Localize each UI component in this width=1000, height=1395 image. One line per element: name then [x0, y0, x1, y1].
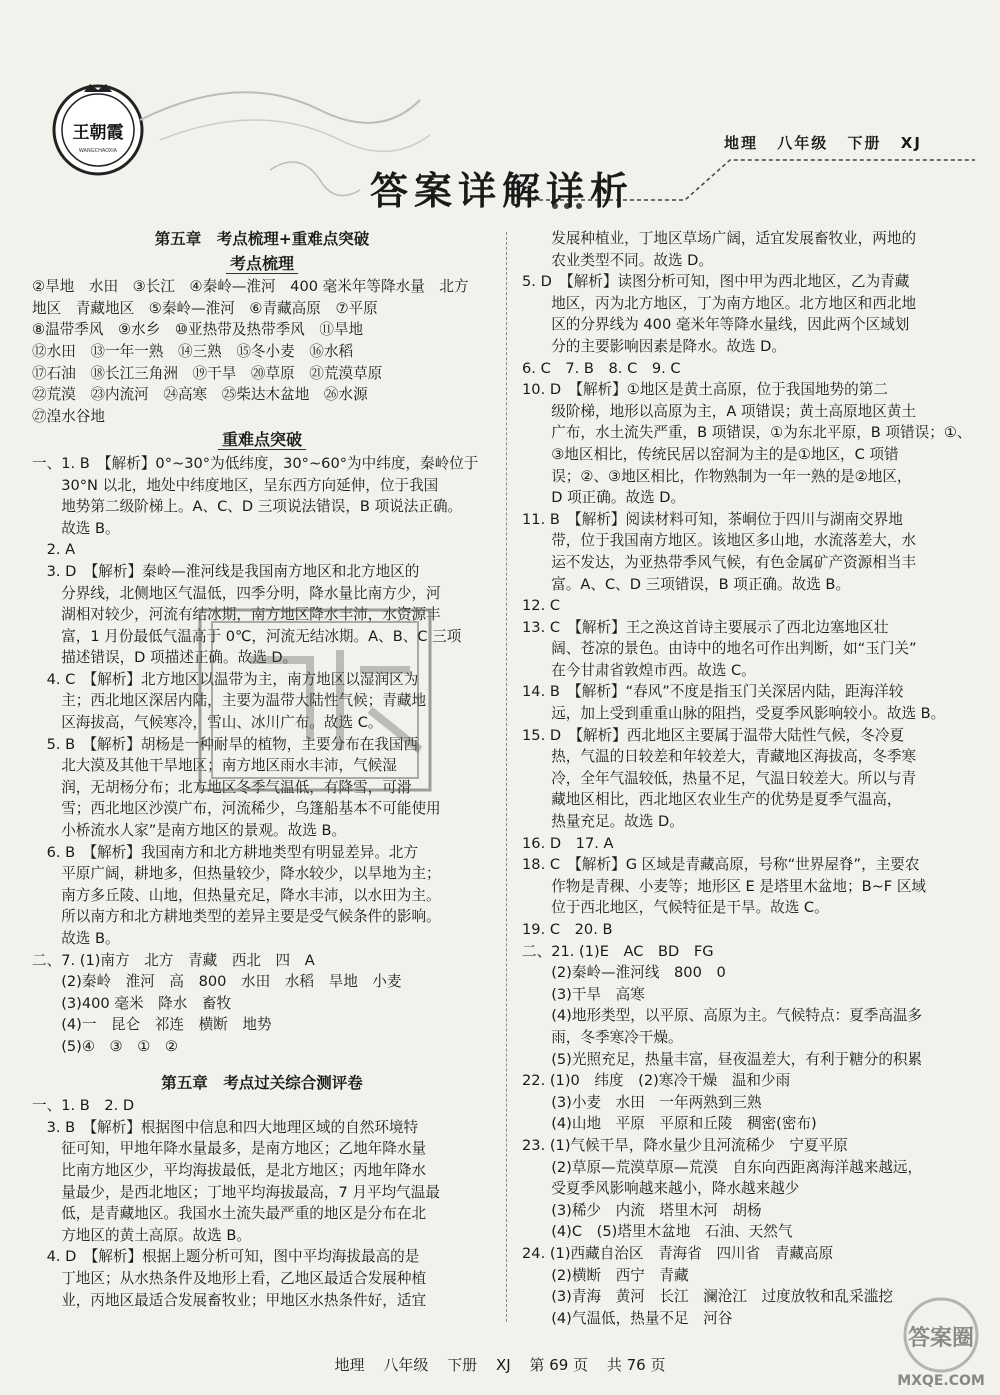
answer-line: 3. B 【解析】根据图中信息和四大地理区域的自然环境特 [32, 1118, 419, 1136]
answer-line: 业，丙地区最适合发展畜牧业；甲地区水热条件好，适宜 [32, 1291, 427, 1309]
answer-line: 24. (1)西藏自治区 青海省 四川省 青藏高原 [522, 1244, 834, 1262]
footer-subject: 地理 [334, 1356, 365, 1374]
svg-text:WANGCHAOXIA: WANGCHAOXIA [78, 148, 118, 154]
answer-line: 受夏季风影响越来越小，降水越来越少 [522, 1180, 800, 1198]
answer-line: 故选 B。 [32, 519, 120, 537]
answer-line: 热量充足。故选 D。 [522, 813, 684, 831]
answer-line: 发展种植业，丁地区草场广阔，适宜发展畜牧业，两地的 [522, 230, 917, 247]
answer-line: 低，是青藏地区。我国水土流失最严重的地区是分布在北 [32, 1205, 427, 1223]
answer-line: 比南方地区少，平均海拔最低，是北方地区；丙地年降水 [32, 1161, 427, 1179]
answer-line: (4)山地 平原 平原和丘陵 稠密(密布) [522, 1115, 817, 1133]
answer-line: 地势第二级阶梯上。A、C、D 三项说法错误，B 项说法正确。 [32, 498, 463, 516]
answer-line: (5)④ ③ ① ② [32, 1037, 178, 1055]
answer-line: 16. D 17. A [522, 834, 614, 852]
answer-line: (2)横断 西宁 青藏 [522, 1266, 689, 1284]
section-subheading-text: 考点梳理 [226, 254, 298, 274]
answer-line: 在今甘肃省敦煌市西。故选 C。 [522, 661, 756, 679]
watermark-emblem [886, 1295, 996, 1391]
answer-line: 4. D 【解析】根据上题分析可知，图中平均海拔最高的是 [32, 1248, 420, 1266]
answer-line: ⑰石油 ⑱长江三角洲 ⑲干旱 ⑳草原 ㉑荒漠草原 [32, 364, 383, 382]
site-watermark [886, 1295, 996, 1391]
answer-line: 地区，丙为北方地区，丁为南方地区。北方地区和西北地 [522, 294, 917, 312]
answer-line: D 项正确。故选 D。 [522, 489, 686, 507]
answer-line: 描述错误，D 项描述正确。故选 D。 [32, 649, 298, 667]
answer-line: 雨，冬季寒冷干燥。 [522, 1028, 683, 1046]
answer-line: 19. C 20. B [522, 921, 613, 938]
footer-grade: 八年级 [383, 1356, 429, 1374]
answer-line: 分界线，北侧地区气温低，四季分明，降水量比南方少，河 [32, 584, 441, 602]
answer-line: 南方多丘陵、山地，但热量充足，降水丰沛，以水田为主。 [32, 886, 441, 904]
answer-line: 富，1 月份最低气温高于 0℃，河流无结冰期。A、B、C 三项 [32, 627, 462, 645]
answer-line: 作物是青稞、小麦等；地形区 E 是塔里木盆地；B~F 区域 [522, 877, 927, 895]
section-subheading [32, 429, 492, 451]
footer-volume: 下册 [447, 1356, 478, 1374]
watermark-site: MXQE.COM [897, 1373, 985, 1389]
answer-line: (2)草原—荒漠草原—荒漠 自东向西距离海洋越来越远， [522, 1158, 923, 1176]
answer-line: 区的分界线为 400 毫米年等降水量线，因此两个区域划 [522, 316, 910, 334]
answer-line: (3)小麦 水田 一年两熟到三熟 [522, 1093, 762, 1111]
answer-line: 误；②、③地区相比，作物熟制为一年一熟的是②地区， [522, 467, 912, 485]
answer-line: 二、21. (1)E AC BD FG [522, 942, 714, 960]
answer-line: 2. A [32, 541, 76, 559]
answer-line: 藏地区相比，西北地区农业生产的优势是夏季气温高， [522, 791, 902, 809]
header-volume: 下册 [847, 134, 882, 152]
footer-edition: XJ [495, 1356, 511, 1374]
stamp-overlay [190, 600, 440, 800]
answer-line: 3. D 【解析】秦岭—淮河线是我国南方地区和北方地区的 [32, 562, 420, 580]
right-column [522, 228, 970, 1329]
answer-line: 5. B 【解析】胡杨是一种耐旱的植物，主要分布在我国西 [32, 735, 419, 753]
answer-line: 分的主要影响因素是降水。故选 D。 [522, 337, 786, 355]
answer-line: 位于西北地区，气候特征是干旱。故选 C。 [522, 899, 829, 917]
answer-line: 15. D 【解析】西北地区主要属于温带大陆性气候，冬冷夏 [522, 726, 905, 744]
answer-line: 广布，水土流失严重，B 项错误，①为东北平原，B 项错误；①、 [522, 424, 972, 442]
answer-line: ⑧温带季风 ⑨水乡 ⑩亚热带及热带季风 ⑪旱地 [32, 321, 364, 339]
answer-line: 30°N 以北，地处中纬度地区，呈东西方向延伸，位于我国 [32, 476, 439, 494]
page-footer [0, 1354, 1000, 1375]
answer-line: 北大漠及其他干旱地区；南方地区雨水丰沛，气候湿 [32, 757, 397, 775]
answer-line: (3)干旱 高寒 [522, 985, 645, 1003]
answer-line: (4)C (5)塔里木盆地 石油、天然气 [522, 1223, 793, 1241]
answer-line: ㉗湟水谷地 [32, 407, 105, 425]
answer-line: 小桥流水人家”是南方地区的景观。故选 B。 [32, 822, 347, 840]
answer-line: 阔、苍凉的景色。由诗中的地名可作出判断，如“玉门关” [522, 640, 917, 658]
answer-line: 量最少，是西北地区；丁地平均海拔最高，7 月平均气温最 [32, 1183, 440, 1201]
answer-line: 一、1. B 2. D [32, 1097, 135, 1115]
answer-line: 12. C [522, 597, 561, 615]
answer-line: ③地区相比，传统民居以窑洞为主的是①地区，C 项错 [522, 445, 899, 463]
answer-line: 14. B 【解析】“春风”不度是指玉门关深居内陆，距海洋较 [522, 683, 904, 701]
answer-line: 22. (1)0 纬度 (2)寒冷干燥 温和少雨 [522, 1072, 791, 1090]
answer-line: 地区 青藏地区 ⑤秦岭—淮河 ⑥青藏高原 ⑦平原 [32, 299, 378, 317]
answer-line: 平原广阔，耕地多，但热量较少，降水较少，以旱地为主； [32, 865, 441, 883]
section-subheading-text: 重难点突破 [218, 430, 306, 450]
answer-line: 一、1. B 【解析】0°~30°为低纬度，30°~60°为中纬度，秦岭位于 [32, 454, 479, 472]
answer-line: 富。A、C、D 三项错误，B 项正确。故选 B。 [522, 575, 851, 593]
answer-line: 6. C 7. B 8. C 9. C [522, 359, 681, 377]
svg-text:王朝霞: 王朝霞 [72, 123, 124, 143]
answer-line: 农业类型不同。故选 D。 [522, 251, 714, 269]
answer-line: (4)地形类型，以平原、高原为主。气候特点：夏季高温多 [522, 1007, 923, 1025]
header-grade: 八年级 [777, 134, 829, 152]
answer-line: 远，加上受到重重山脉的阻挡，受夏季风影响较小。故选 B。 [522, 705, 946, 723]
answer-line: 丁地区；从水热条件及地形上看，乙地区最适合发展种植 [32, 1269, 427, 1287]
answer-line: 热，气温的日较差和年较差大，青藏地区海拔高，冬季寒 [522, 748, 917, 766]
answer-line: ⑫水田 ⑬一年一熟 ⑭三熟 ⑮冬小麦 ⑯水稻 [32, 342, 354, 360]
watermark-text: 答案圈 [907, 1326, 975, 1351]
column-divider [506, 232, 507, 1322]
answer-line: 二、7. (1)南方 北方 青藏 西北 四 A [32, 951, 315, 969]
answer-line: 冷，全年气温较低，热量不足，气温日较差大。所以与青 [522, 769, 917, 787]
answer-line: 润，无胡杨分布；北方地区冬季气温低，有降雪，可滑 [32, 778, 412, 796]
answer-line: (3)青海 黄河 长江 澜沧江 过度放牧和乱采滥挖 [522, 1288, 893, 1306]
footer-total: 共 76 页 [606, 1356, 666, 1374]
page-title: 答案详解详析 [370, 168, 635, 213]
answer-line: 11. B 【解析】阅读材料可知，茶峒位于四川与湖南交界地 [522, 510, 903, 528]
answer-line: 6. B 【解析】我国南方和北方耕地类型有明显差异。北方 [32, 843, 419, 861]
answer-line: 故选 B。 [32, 930, 120, 947]
answer-line: 13. C 【解析】王之涣这首诗主要展示了西北边塞地区壮 [522, 618, 889, 636]
answer-line: 5. D 【解析】读图分析可知，图中甲为西北地区，乙为青藏 [522, 273, 910, 291]
section-heading: 第五章 考点过关综合测评卷 [161, 1073, 363, 1092]
answer-line: 23. (1)气候干旱，降水量少且河流稀少 宁夏平原 [522, 1136, 848, 1154]
answer-line: (5)光照充足，热量丰富，昼夜温差大，有利于糖分的积累 [522, 1050, 923, 1068]
answer-line: (2)秦岭 淮河 高 800 水田 水稻 旱地 小麦 [32, 973, 402, 991]
answer-line: 18. C 【解析】G 区域是青藏高原，号称“世界屋脊”，主要农 [522, 856, 920, 874]
answer-line: (4)一 昆仑 祁连 横断 地势 [32, 1016, 272, 1034]
answer-line: 运不发达，为亚热带季风气候，有色金属矿产资源相当丰 [522, 553, 917, 571]
answer-line: 主；西北地区深居内陆，主要为温带大陆性气候；青藏地 [32, 692, 427, 710]
spacer [32, 1058, 492, 1072]
answer-line: 所以南方和北方耕地类型的差异主要是受气候条件的影响。 [32, 908, 441, 926]
header-subject: 地理 [724, 134, 759, 152]
answer-line: 征可知，甲地年降水量最多，是南方地区；乙地年降水量 [32, 1140, 427, 1158]
answer-line: 10. D 【解析】①地区是黄土高原，位于我国地势的第二 [522, 381, 888, 399]
header-edition: XJ [900, 134, 922, 152]
answer-line: ②旱地 水田 ③长江 ④秦岭—淮河 400 毫米年等降水量 北方 [32, 278, 469, 296]
section-subheading [32, 253, 492, 275]
answer-line: 方地区的黄土高原。故选 B。 [32, 1226, 251, 1244]
answer-line: 带，位于我国南方地区。该地区多山地，水流落差大，水 [522, 532, 917, 550]
answer-line: ㉒荒漠 ㉓内流河 ㉔高寒 ㉕柴达木盆地 ㉖水源 [32, 386, 368, 404]
answer-line: (3)稀少 内流 塔里木河 胡杨 [522, 1201, 762, 1219]
answer-line: (4)气温低，热量不足 河谷 [522, 1309, 733, 1327]
footer-page: 第 69 页 [529, 1356, 589, 1374]
answer-line: (3)400 毫米 降水 畜牧 [32, 994, 232, 1012]
answer-line: 雪；西北地区沙漠广布，河流稀少，乌篷船基本不可能使用 [32, 800, 441, 818]
answer-line: 4. C 【解析】北方地区以温带为主，南方地区以湿润区为 [32, 670, 419, 688]
answer-line: 区海拔高，气候寒冷，雪山、冰川广布。故选 C。 [32, 714, 383, 732]
answer-line: (2)秦岭—淮河线 800 0 [522, 964, 726, 982]
answer-line: 湖相对较少，河流有结冰期，南方地区降水丰沛，水资源丰 [32, 606, 441, 624]
section-heading: 第五章 考点梳理+重难点突破 [154, 230, 370, 248]
answer-line: 级阶梯，地形以高原为主，A 项错误；黄土高原地区黄土 [522, 402, 917, 420]
